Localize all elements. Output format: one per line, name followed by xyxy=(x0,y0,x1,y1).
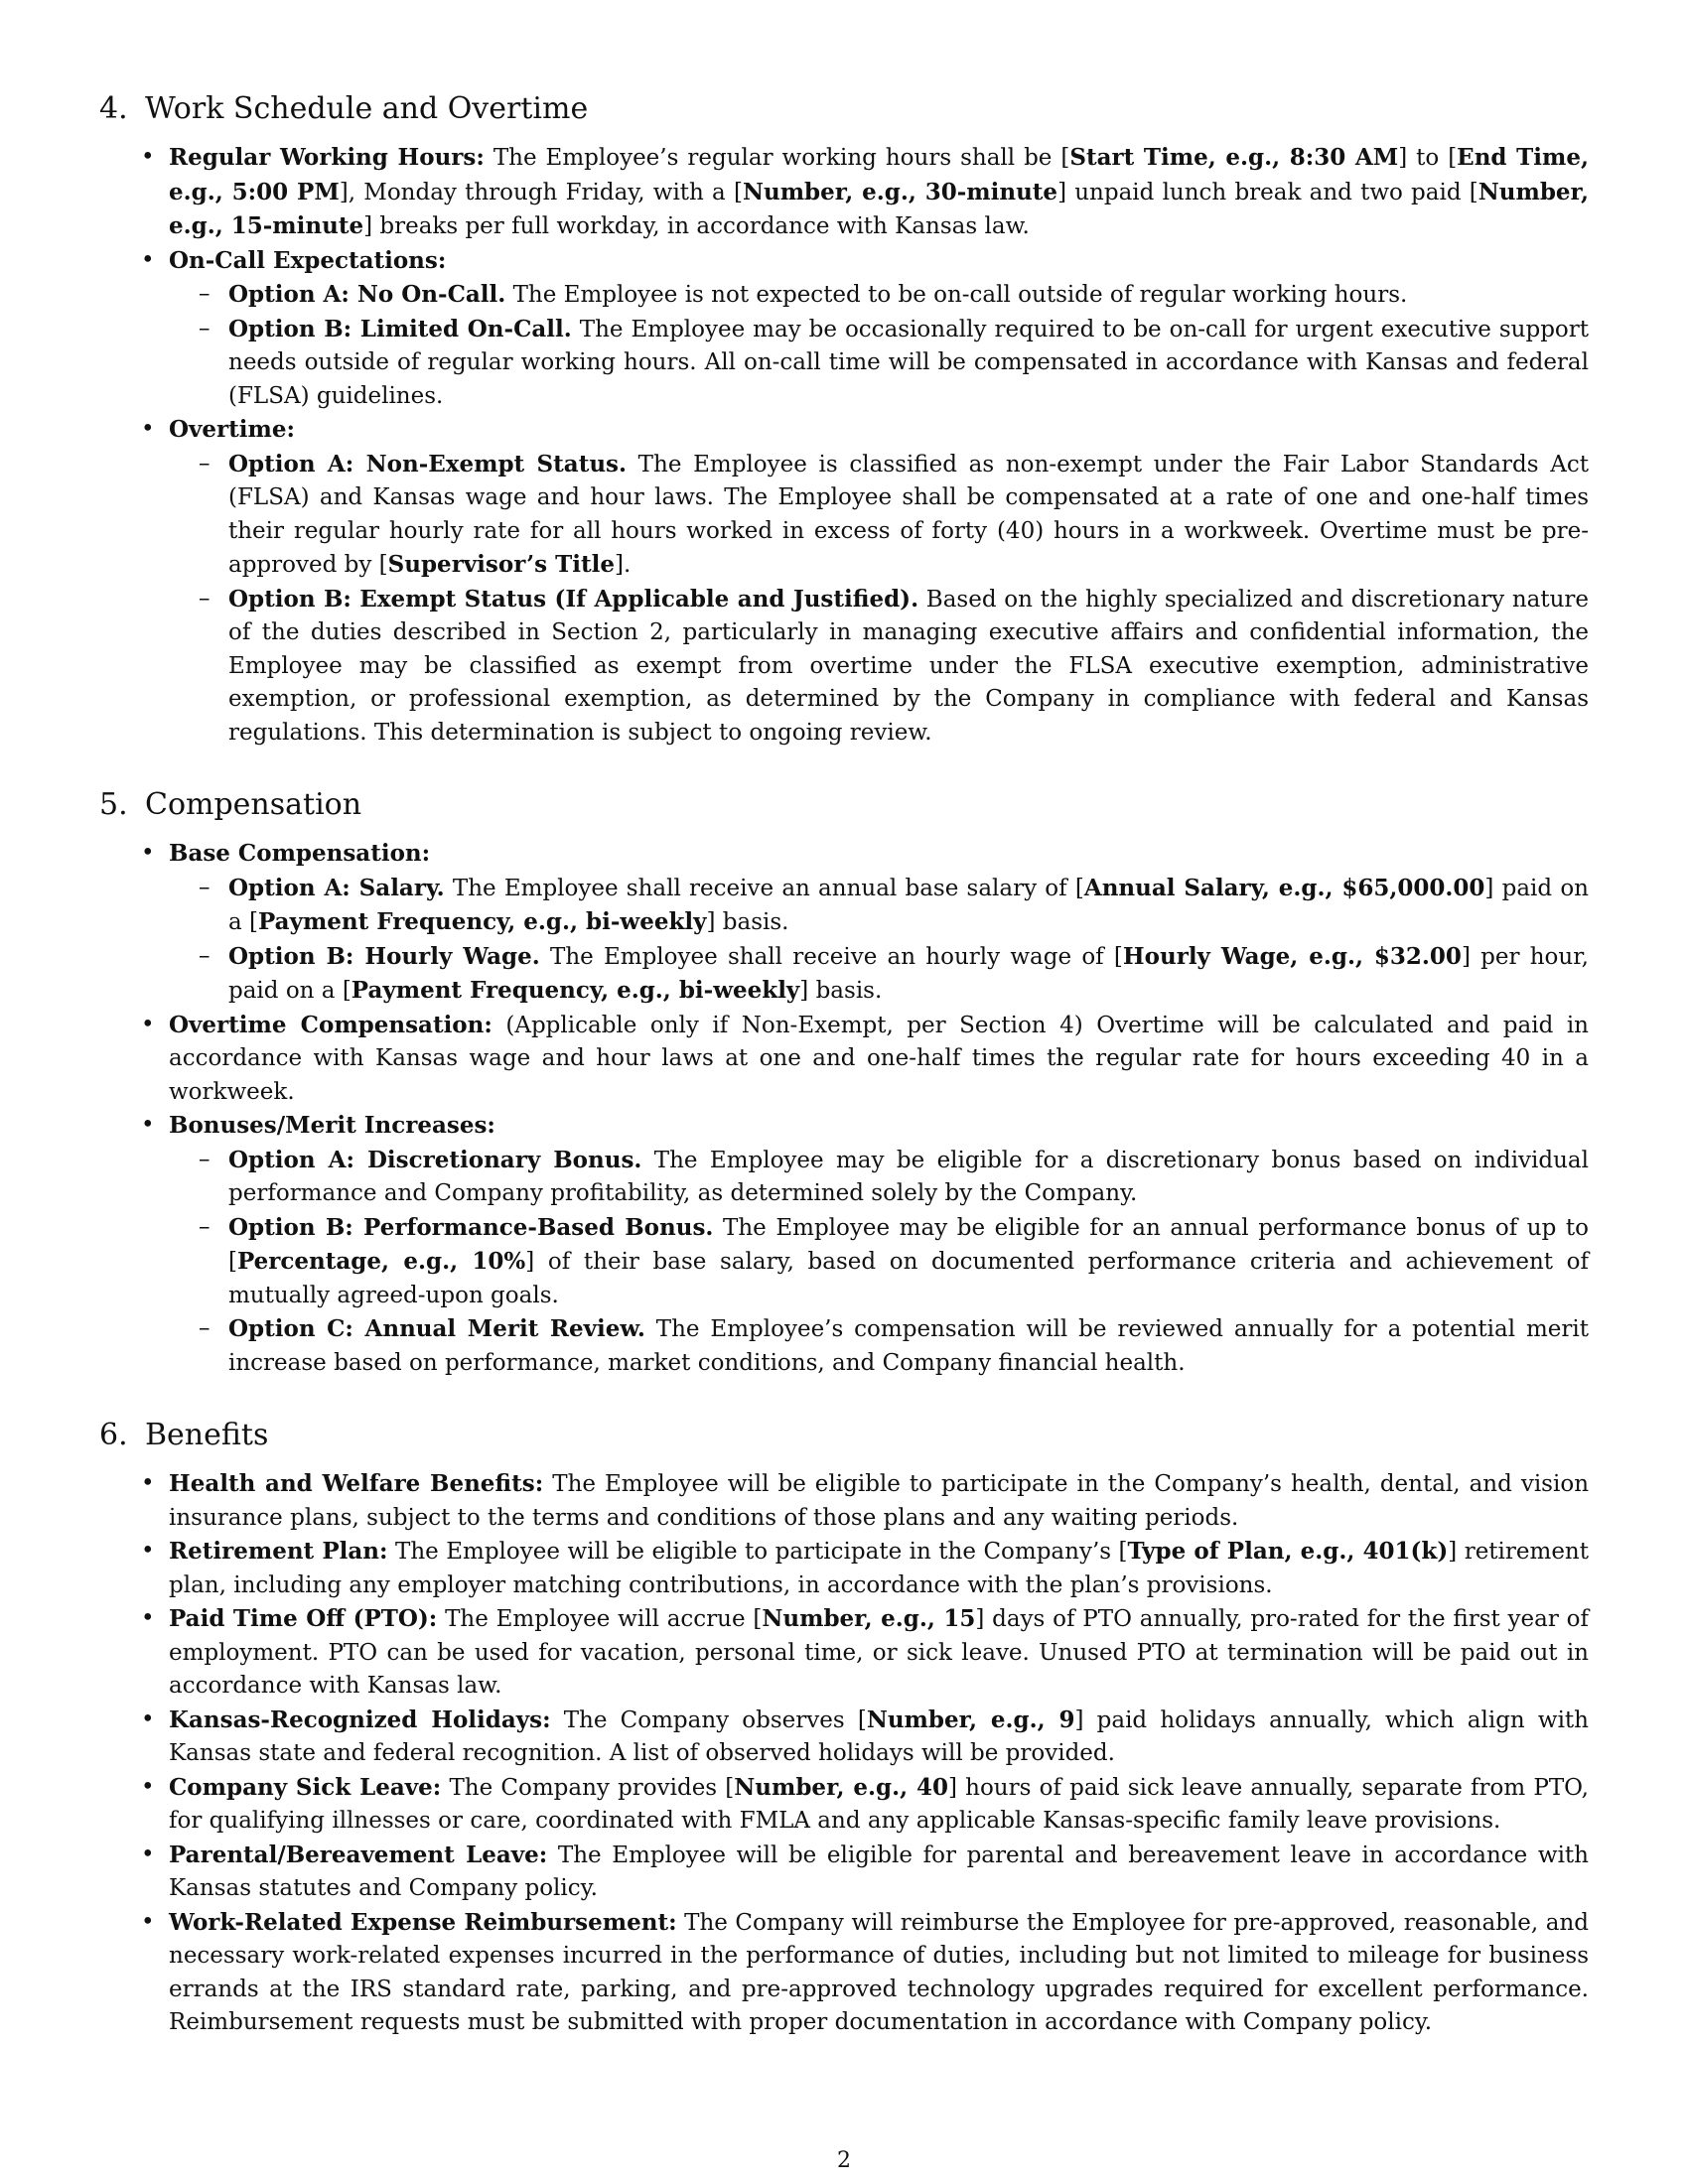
item-label: Kansas-Recognized Holidays: xyxy=(169,1706,551,1733)
option-text: The Employee is not expected to be on-call outside of regular working hours. xyxy=(505,282,1408,308)
document-page xyxy=(99,91,1589,2156)
option-text: The Employee shall receive an annual base salary of [ xyxy=(444,875,1084,901)
section-title: Compensation xyxy=(145,787,362,822)
section-number: 4. xyxy=(99,91,128,126)
option-item xyxy=(228,1144,1589,1211)
section-benefits xyxy=(99,1418,1589,2040)
option-label: Option A: Discretionary Bonus. xyxy=(228,1146,642,1173)
placeholder-field: Number, e.g., 15-minute xyxy=(169,178,1589,239)
page-number: 2 xyxy=(837,2148,851,2173)
placeholder-field: Number, e.g., 9 xyxy=(866,1706,1075,1733)
item-text: ] days of PTO annually, pro-rated for the first year of employment. PTO can be used for vacation, personal time, or sick leave. Unused PTO at termination will be paid out in accordance with Kansas law. xyxy=(169,1606,1589,1699)
item-label: Retirement Plan: xyxy=(169,1538,388,1565)
section-heading xyxy=(99,787,1589,823)
placeholder-field: Type of Plan, e.g., 401(k) xyxy=(1127,1538,1449,1565)
section-heading xyxy=(99,91,1589,127)
section-compensation xyxy=(99,787,1589,1380)
option-item xyxy=(228,872,1589,940)
option-label: Option A: Salary. xyxy=(228,874,445,901)
placeholder-field: Annual Salary, e.g., $65,000.00 xyxy=(1083,874,1485,901)
option-label: Option B: Hourly Wage. xyxy=(228,942,540,970)
item-label: Bonuses/Merit Increases: xyxy=(169,1112,495,1139)
section-work-schedule xyxy=(99,91,1589,750)
option-text: Based on the highly specialized and discretionary nature of the duties described in Section 2, particularly in managing executive affairs and confidential information, the Employee may be classified as exempt from overtime under the FLSA executive exemption, administrative exemption, or professional exemption, as determined by the Company in compliance with federal and Kansas regulations. This determination is subject to ongoing review. xyxy=(228,586,1589,746)
option-item xyxy=(228,940,1589,1009)
option-list xyxy=(169,278,1589,413)
option-item xyxy=(228,1312,1589,1380)
placeholder-field: Payment Frequency, e.g., bi-weekly xyxy=(351,977,800,1004)
item-text: The Company will reimburse the Employee for pre-approved, reasonable, and necessary work-related expenses incurred in the performance of duties, including but not limited to mileage for business errands at the IRS standard rate, parking, and pre-approved technology upgrades required for excellent performance. Reimbursement requests must be submitted with proper documentation in accordance with Company policy. xyxy=(169,1909,1590,2035)
section-number: 5. xyxy=(99,787,128,822)
option-text: The Employee may be eligible for a discretionary bonus based on individual performance and Company profitability, as determined solely by the Company. xyxy=(228,1147,1589,1206)
option-list xyxy=(169,1144,1589,1381)
item-text: ] retirement plan, including any employer matching contributions, in accordance with the plan’s provisions. xyxy=(169,1539,1589,1598)
list-item-base-compensation xyxy=(169,837,1589,1009)
item-label: Regular Working Hours: xyxy=(169,144,485,171)
option-label: Option B: Limited On-Call. xyxy=(228,315,572,342)
item-label: Paid Time Off (PTO): xyxy=(169,1605,438,1632)
list-item-parental-leave xyxy=(169,1839,1589,1906)
item-text: The Company provides [ xyxy=(441,1774,735,1801)
placeholder-field: Payment Frequency, e.g., bi-weekly xyxy=(258,908,707,935)
item-text: The Employee will be eligible for parental and bereavement leave in accordance with Kansas statutes and Company policy. xyxy=(169,1842,1589,1901)
list-item-holidays xyxy=(169,1704,1589,1771)
item-text: ] to [ xyxy=(1398,145,1458,171)
item-text: The Employee’s regular working hours shall be [ xyxy=(484,145,1070,171)
item-text: ] hours of paid sick leave annually, separate from PTO, for qualifying illnesses or care, coordinated with FMLA and any applicable Kansas-specific family leave provisions. xyxy=(169,1774,1589,1834)
option-text: ] per hour, paid on a [ xyxy=(228,943,1589,1004)
placeholder-field: Percentage, e.g., 10% xyxy=(236,1248,526,1275)
placeholder-field: Hourly Wage, e.g., $32.00 xyxy=(1122,942,1462,970)
list-item-overtime-compensation xyxy=(169,1009,1589,1110)
option-list xyxy=(169,872,1589,1009)
bullet-list xyxy=(99,837,1589,1380)
list-item-expense-reimbursement xyxy=(169,1906,1589,2040)
option-text: The Employee is classified as non-exempt under the Fair Labor Standards Act (FLSA) and Kansas wage and hour laws. The Employee shall be compensated at a rate of one and one-half times their regular hourly rate for all hours worked in excess of forty (40) hours in a workweek. Overtime must be pre-approved by [ xyxy=(228,451,1589,578)
placeholder-field: Number, e.g., 40 xyxy=(734,1773,948,1801)
option-item xyxy=(228,448,1589,583)
item-label: Parental/Bereavement Leave: xyxy=(169,1841,548,1868)
item-text: The Company observes [ xyxy=(550,1706,867,1733)
option-text: ]. xyxy=(614,552,632,578)
option-text: The Employee shall receive an hourly wage of [ xyxy=(539,943,1123,970)
list-item-retirement-plan xyxy=(169,1535,1589,1602)
option-item xyxy=(228,1211,1589,1313)
placeholder-field: Number, e.g., 15 xyxy=(762,1605,976,1632)
placeholder-field: Supervisor’s Title xyxy=(387,551,615,578)
section-title: Benefits xyxy=(145,1418,269,1452)
item-label: Base Compensation: xyxy=(169,840,431,867)
placeholder-field: End Time, e.g., 5:00 PM xyxy=(169,144,1589,205)
option-label: Option B: Performance-Based Bonus. xyxy=(228,1213,714,1241)
bullet-list xyxy=(99,141,1589,750)
list-item-sick-leave xyxy=(169,1771,1589,1839)
item-label: Overtime Compensation: xyxy=(169,1011,492,1038)
placeholder-field: Start Time, e.g., 8:30 AM xyxy=(1069,144,1399,171)
item-label: Health and Welfare Benefits: xyxy=(169,1470,544,1497)
section-title: Work Schedule and Overtime xyxy=(145,91,589,126)
item-text: ] paid holidays annually, which align with Kansas state and federal recognition. A list of observed holidays will be provided. xyxy=(169,1706,1589,1766)
option-label: Option B: Exempt Status (If Applicable and Justified). xyxy=(228,585,919,613)
list-item-on-call-expectations xyxy=(169,244,1589,414)
option-label: Option A: No On-Call. xyxy=(228,281,506,308)
option-text: ] basis. xyxy=(799,978,883,1004)
option-text: The Employee may be occasionally required to be on-call for urgent executive support needs outside of regular working hours. All on-call time will be compensated in accordance with Kansas and federal (FLSA) guidelines. xyxy=(228,316,1590,409)
item-text: The Employee will be eligible to participate in the Company’s [ xyxy=(387,1539,1128,1565)
option-item xyxy=(228,583,1589,751)
item-label: Overtime: xyxy=(169,416,295,443)
item-text: ], Monday through Friday, with a [ xyxy=(339,179,743,205)
option-text: ] paid on a [ xyxy=(228,875,1589,935)
option-item xyxy=(228,278,1589,313)
option-text: ] basis. xyxy=(706,909,789,935)
list-item-overtime xyxy=(169,413,1589,750)
option-label: Option C: Annual Merit Review. xyxy=(228,1315,645,1342)
bullet-list xyxy=(99,1467,1589,2040)
list-item-health-benefits xyxy=(169,1467,1589,1535)
option-label: Option A: Non-Exempt Status. xyxy=(228,450,627,478)
item-label: Work-Related Expense Reimbursement: xyxy=(169,1908,677,1936)
option-text: The Employee may be eligible for an annual performance bonus of up to [ xyxy=(228,1214,1590,1275)
item-text: (Applicable only if Non-Exempt, per Section 4) Overtime will be calculated and paid in accordance with Kansas wage and hour laws at one and one-half times the regular rate for hours exceeding 40 in a workweek. xyxy=(169,1012,1589,1105)
option-list xyxy=(169,448,1589,751)
list-item-regular-working-hours xyxy=(169,141,1589,244)
item-label: On-Call Expectations: xyxy=(169,246,447,274)
section-heading xyxy=(99,1418,1589,1453)
item-text: ] breaks per full workday, in accordance with Kansas law. xyxy=(363,213,1030,239)
list-item-bonuses xyxy=(169,1109,1589,1380)
item-label: Company Sick Leave: xyxy=(169,1773,442,1801)
placeholder-field: Number, e.g., 30-minute xyxy=(742,178,1058,205)
option-text: The Employee’s compensation will be reviewed annually for a potential merit increase based on performance, market conditions, and Company financial health. xyxy=(228,1316,1589,1376)
item-text: The Employee will accrue [ xyxy=(437,1606,763,1632)
item-text: The Employee will be eligible to participate in the Company’s health, dental, and vision insurance plans, subject to the terms and conditions of those plans and any waiting periods. xyxy=(169,1471,1590,1531)
option-text: ] of their base salary, based on documented performance criteria and achievement of mutually agreed-upon goals. xyxy=(228,1249,1590,1308)
section-number: 6. xyxy=(99,1418,128,1452)
list-item-pto xyxy=(169,1602,1589,1704)
item-text: ] unpaid lunch break and two paid [ xyxy=(1057,179,1478,205)
option-item xyxy=(228,313,1589,414)
